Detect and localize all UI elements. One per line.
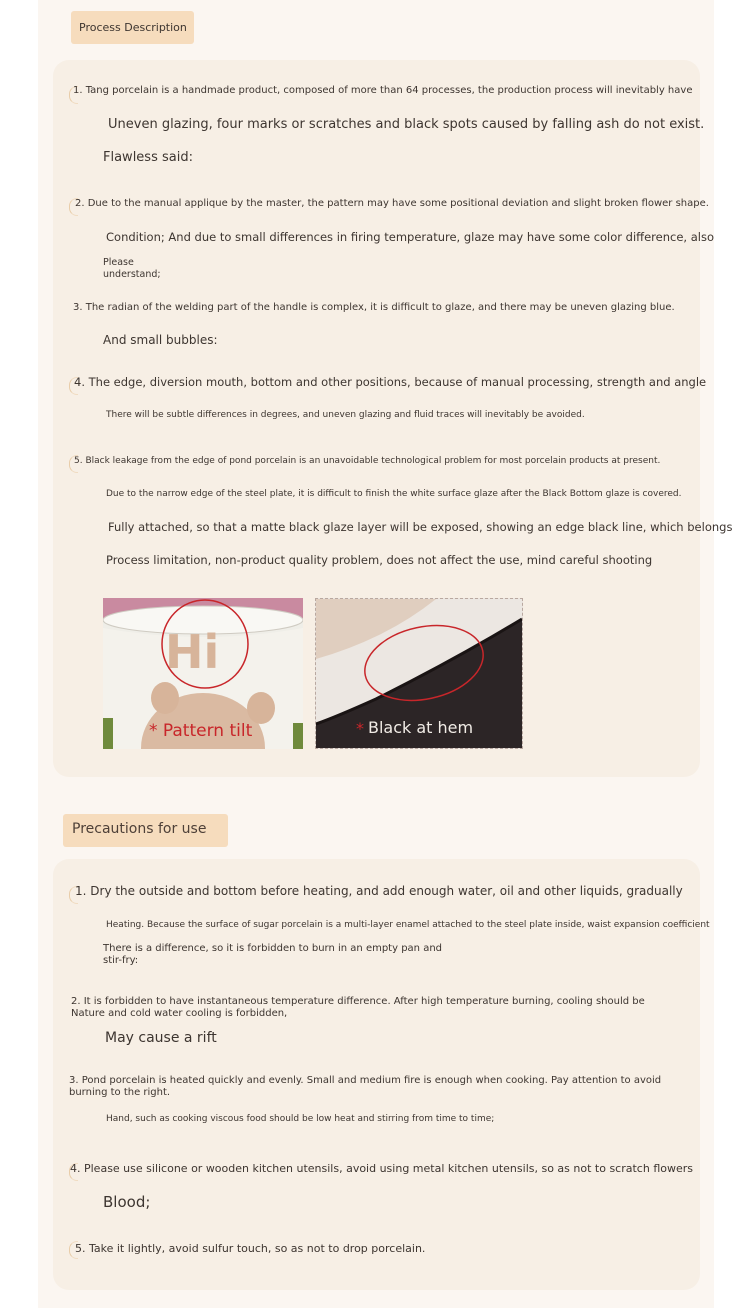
process-line-5: Condition; And due to small differences in firing temperature, glaze may have some color difference, also <box>106 230 714 244</box>
process-line-2: Uneven glazing, four marks or scratches and black spots caused by falling ash do not exist. <box>108 117 705 132</box>
precaution-line-8: 4. Please use silicone or wooden kitchen utensils, avoid using metal kitchen utensils, so as not to scratch flowers <box>70 1162 693 1175</box>
caption-star: * <box>356 719 364 738</box>
black-at-hem-photo <box>315 598 523 749</box>
process-line-3: Flawless said: <box>103 150 193 165</box>
black-at-hem-caption: Black at hem <box>368 718 474 737</box>
pattern-tilt-illustration <box>103 598 303 749</box>
section-tag-label: Precautions for use <box>72 821 207 837</box>
precaution-line-10: 5. Take it lightly, avoid sulfur touch, so as not to drop porcelain. <box>75 1242 426 1255</box>
precaution-line-4: 2. It is forbidden to have instantaneous temperature difference. After high temperature burning, cooling should be Nature and cold water cooling is forbidden, <box>71 996 645 1019</box>
process-line-6: Please understand; <box>103 257 161 280</box>
process-line-10: There will be subtle differences in degrees, and uneven glazing and fluid traces will inevitably be avoided. <box>106 410 585 420</box>
precaution-line-9: Blood; <box>103 1193 151 1211</box>
pattern-tilt-caption: * Pattern tilt <box>149 721 253 741</box>
process-line-12: Due to the narrow edge of the steel plate, it is difficult to finish the white surface glaze after the Black Bottom glaze is covered. <box>106 489 682 499</box>
process-line-14: Process limitation, non-product quality problem, does not affect the use, mind careful shooting <box>106 553 653 567</box>
precaution-line-7: Hand, such as cooking viscous food should be low heat and stirring from time to time; <box>106 1114 495 1124</box>
process-line-1: 1. Tang porcelain is a handmade product, composed of more than 64 processes, the production process will inevitably have <box>73 85 693 96</box>
process-line-7: 3. The radian of the welding part of the handle is complex, it is difficult to glaze, and there may be uneven glazing blue. <box>73 302 675 313</box>
precaution-line-1: 1. Dry the outside and bottom before heating, and add enough water, oil and other liquids, gradually <box>75 884 683 898</box>
black-at-hem-illustration <box>316 599 522 748</box>
process-line-9: 4. The edge, diversion mouth, bottom and other positions, because of manual processing, strength and angle <box>74 375 707 389</box>
process-line-8: And small bubbles: <box>103 333 218 347</box>
precaution-line-3: There is a difference, so it is forbidden to burn in an empty pan and stir-fry: <box>103 943 443 966</box>
hi-letters: Hi <box>165 625 220 679</box>
process-line-13: Fully attached, so that a matte black glaze layer will be exposed, showing an edge black line, which belongs <box>108 520 733 534</box>
precaution-line-6: 3. Pond porcelain is heated quickly and evenly. Small and medium fire is enough when cooking. Pay attention to avoid burning to the right. <box>69 1075 662 1098</box>
pattern-tilt-photo <box>103 598 303 749</box>
section-tag-precautions <box>63 814 228 847</box>
section-tag-process-description <box>71 11 194 44</box>
section-tag-label: Process Description <box>79 21 187 34</box>
process-line-4: 2. Due to the manual applique by the master, the pattern may have some positional deviation and slight broken flower shape. <box>75 198 709 209</box>
precaution-line-2: Heating. Because the surface of sugar porcelain is a multi-layer enamel attached to the steel plate inside, waist expansion coefficient <box>106 920 710 930</box>
precaution-line-5: May cause a rift <box>105 1030 217 1046</box>
process-line-11: 5. Black leakage from the edge of pond porcelain is an unavoidable technological problem for most porcelain products at present. <box>74 456 661 466</box>
